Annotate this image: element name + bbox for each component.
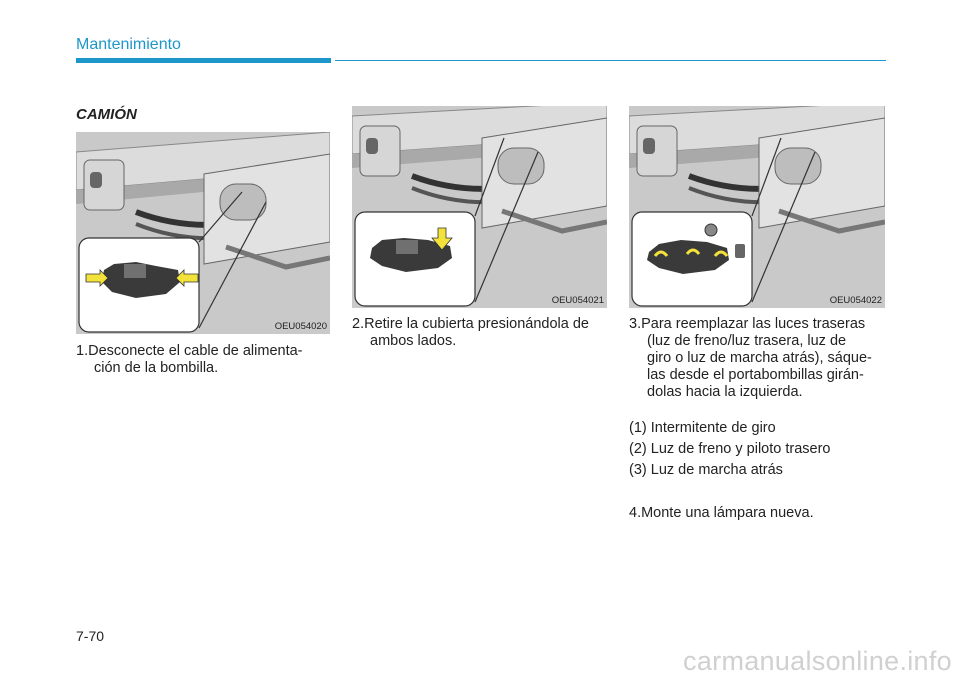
bulb-item-2: (2) Luz de freno y piloto trasero	[629, 441, 831, 457]
bulb-item-1: (1) Intermitente de giro	[629, 420, 776, 436]
figure-3-illustration	[629, 106, 885, 308]
step-3-line-1: 3.Para reemplazar las luces traseras	[629, 316, 866, 332]
step-3-line-2: (luz de freno/luz trasera, luz de	[647, 333, 847, 349]
step-1	[76, 343, 330, 377]
figure-3	[629, 106, 885, 308]
figure-1	[76, 132, 330, 334]
figure-2	[352, 106, 607, 308]
step-3-line-3: giro o luz de marcha atrás), sáque-	[647, 350, 872, 366]
figure-code: OEU054020	[274, 321, 327, 332]
step-2	[352, 316, 608, 350]
figure-code: OEU054021	[551, 295, 604, 306]
step-3	[629, 316, 885, 401]
header-rule-thick	[76, 58, 331, 63]
header-rule-thin	[335, 60, 886, 61]
step-1-line-2: ción de la bombilla.	[94, 360, 219, 376]
watermark: carmanualsonline.info	[683, 646, 952, 676]
step-4: 4.Monte una lámpara nueva.	[629, 505, 814, 521]
step-2-line-1: 2.Retire la cubierta presionándola de	[352, 316, 589, 332]
step-3-line-4: las desde el portabombillas girán-	[647, 367, 864, 383]
figure-2-illustration	[352, 106, 607, 308]
step-1-line-1: 1.Desconecte el cable de alimenta-	[76, 343, 303, 359]
figure-1-illustration	[76, 132, 330, 334]
subheading-truck: CAMIÓN	[76, 106, 137, 123]
bulb-item-3: (3) Luz de marcha atrás	[629, 462, 783, 478]
section-title: Mantenimiento	[76, 36, 181, 53]
step-3-line-5: dolas hacia la izquierda.	[647, 384, 803, 400]
step-2-line-2: ambos lados.	[370, 333, 457, 349]
figure-code: OEU054022	[829, 295, 882, 306]
page-number: 7-70	[76, 628, 105, 644]
